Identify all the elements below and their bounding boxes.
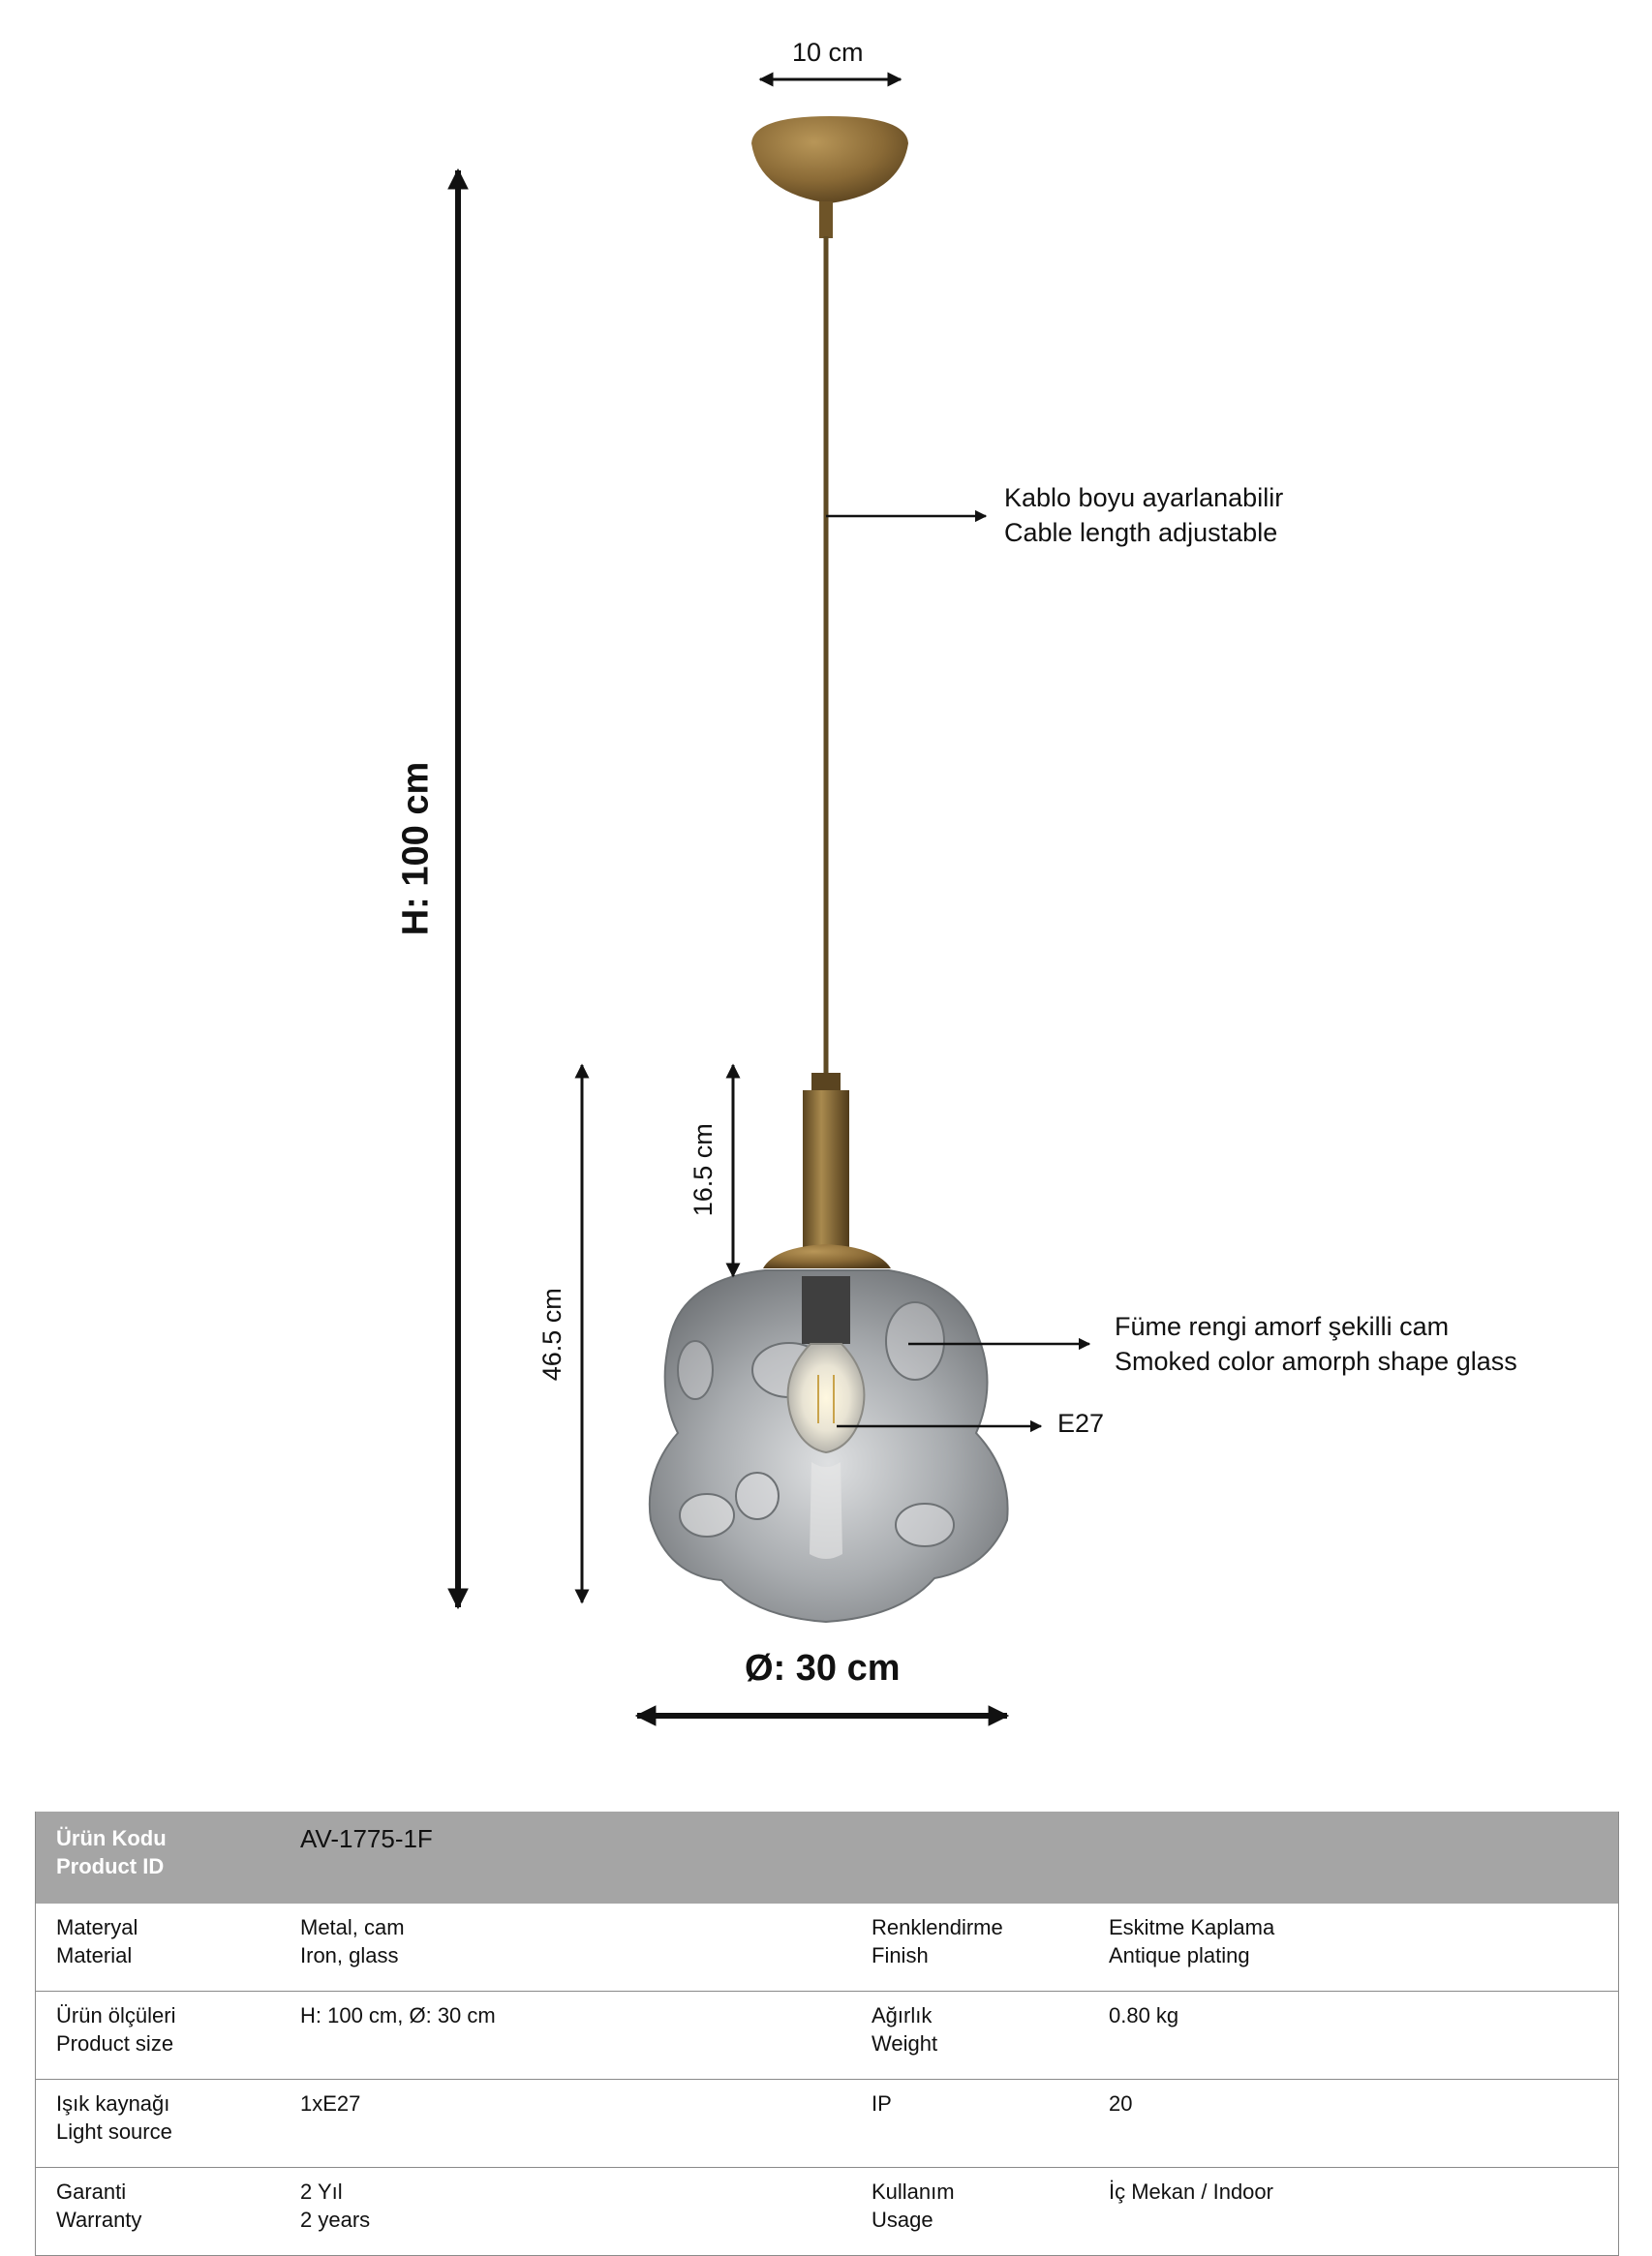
dimple — [886, 1302, 944, 1380]
dimple — [896, 1504, 954, 1546]
spec-value-tr: 1xE27 — [300, 2091, 361, 2116]
dim-neck-height-label: 16.5 cm — [688, 1123, 718, 1217]
spec-label-tr: Kullanım — [872, 2180, 955, 2204]
spec-product-id: AV-1775-1F — [300, 1812, 1619, 1904]
spec-value-tr: 2 Yıl — [300, 2180, 343, 2204]
dimple — [680, 1494, 734, 1537]
canopy — [751, 116, 908, 203]
callout-cable — [1004, 480, 1283, 551]
spec-label-tr: Ürün ölçüleri — [56, 2003, 176, 2027]
spec-value-en: Antique plating — [1109, 1943, 1250, 1967]
spec-label-tr: Işık kaynağı — [56, 2091, 170, 2116]
table-row — [36, 1992, 1619, 2080]
dim-shade-height-label: 46.5 cm — [536, 1288, 566, 1382]
spec-label-tr: Renklendirme — [872, 1915, 1003, 1939]
canopy-nipple — [819, 201, 833, 238]
callout-glass-tr: Füme rengi amorf şekilli cam — [1115, 1312, 1450, 1341]
spec-label-tr: Garanti — [56, 2180, 127, 2204]
spec-value-tr: 0.80 kg — [1109, 2003, 1179, 2027]
table-row — [36, 2080, 1619, 2168]
spec-value-en: Iron, glass — [300, 1943, 399, 1967]
callout-socket: E27 — [1057, 1409, 1105, 1438]
callout-cable-en: Cable length adjustable — [1004, 518, 1278, 548]
callout-glass — [1115, 1309, 1517, 1380]
callout-cable-tr: Kablo boyu ayarlanabilir — [1004, 483, 1284, 512]
table-row — [36, 1904, 1619, 1992]
dimple — [678, 1341, 713, 1399]
spec-header-row — [36, 1812, 1619, 1904]
spec-label-en: Light source — [56, 2119, 172, 2144]
dim-height-label: H: 100 cm — [395, 761, 437, 936]
spec-header-label-en: Product ID — [56, 1854, 165, 1878]
spec-label-tr: Ağırlık — [872, 2003, 933, 2027]
spec-value-tr: H: 100 cm, Ø: 30 cm — [300, 2003, 496, 2027]
socket — [802, 1276, 850, 1344]
spec-value-tr: 20 — [1109, 2091, 1133, 2116]
spec-label-tr: Materyal — [56, 1915, 138, 1939]
spec-label-en: Product size — [56, 2031, 174, 2056]
spec-label-en: Usage — [872, 2208, 933, 2232]
callout-glass-en: Smoked color amorph shape glass — [1115, 1347, 1517, 1377]
spec-value-tr: Metal, cam — [300, 1915, 405, 1939]
spec-label-tr: IP — [872, 2091, 892, 2116]
spec-value-en: 2 years — [300, 2208, 371, 2232]
spec-label-en: Material — [56, 1943, 133, 1967]
spec-value-tr: İç Mekan / Indoor — [1109, 2180, 1273, 2204]
spec-label-en: Warranty — [56, 2208, 142, 2232]
dim-top-width-label: 10 cm — [792, 38, 864, 67]
table-row — [36, 2168, 1619, 2256]
lamp-neck — [803, 1090, 849, 1253]
spec-header-label — [36, 1812, 301, 1904]
spec-value-tr: Eskitme Kaplama — [1109, 1915, 1275, 1939]
glass-collar — [763, 1244, 891, 1268]
spec-table — [35, 1812, 1619, 2256]
spec-header-label-tr: Ürün Kodu — [56, 1826, 167, 1850]
spec-label-en: Weight — [872, 2031, 938, 2056]
bulb-stem-reflection — [810, 1462, 842, 1559]
dim-diameter-label: Ø: 30 cm — [745, 1648, 901, 1689]
dimple — [736, 1473, 779, 1519]
spec-label-en: Finish — [872, 1943, 929, 1967]
